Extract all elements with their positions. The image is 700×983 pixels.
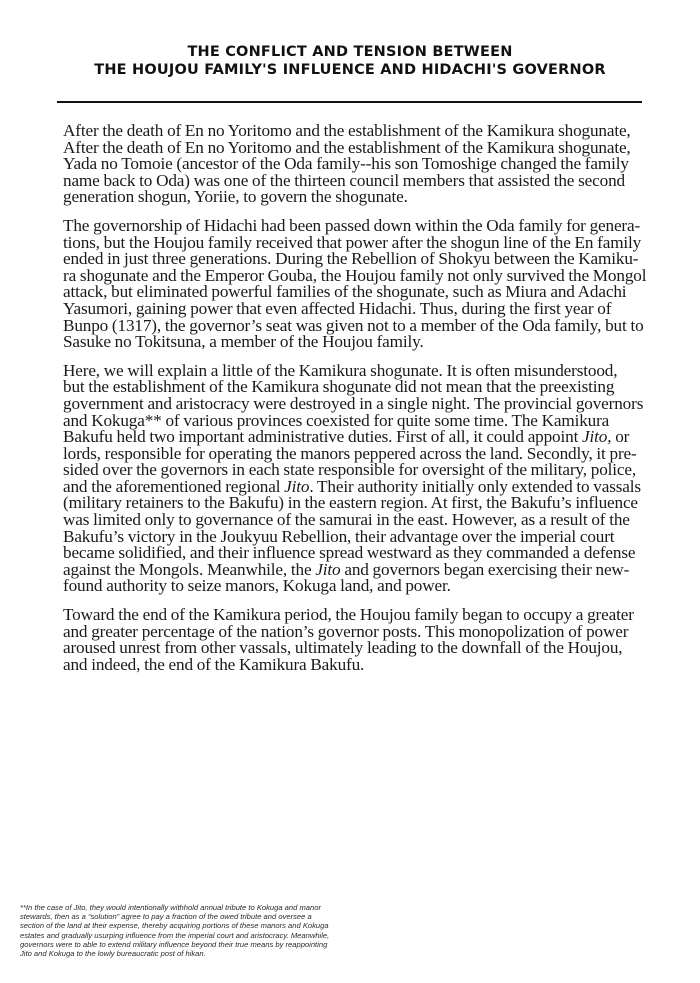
text-line: After the death of En no Yoritomo and the establishment of the Kamikura shogunate, [63, 121, 631, 140]
italic-term-jito: Jito [315, 559, 341, 579]
italic-term-jito: Jito [284, 476, 310, 496]
page-title [0, 43, 700, 79]
text-run: against the Mongols. Meanwhile, the [63, 559, 316, 579]
text-line: government and aristocracy were destroyed in a single night. The provincial governors [63, 393, 644, 413]
text-line: After the death of En no Yoritomo and the establishment of the Kamikura shogunate, [63, 137, 631, 157]
text-run: Bakufu held two important administrative duties. First of all, it could appoint [63, 427, 583, 447]
text-line: Bunpo (1317), the governor’s seat was given not to a member of the Oda family, but to [63, 315, 644, 335]
text-line: name back to Oda) was one of the thirteen council members that assisted the second [63, 170, 625, 190]
text-line: ra shogunate and the Emperor Gouba, the Houjou family not only survived the Mongol [63, 265, 647, 285]
text-run: and governors began exercising their new- [340, 559, 630, 579]
text-line: was limited only to governance of the samurai in the east. However, as a result of the [63, 510, 630, 530]
text-line: Yasumori, gaining power that even affected Hidachi. Thus, during the first year of [63, 298, 612, 318]
text-line: but the establishment of the Kamikura shogunate did not mean that the preexisting [63, 377, 615, 397]
title-line-2: THE HOUJOU FAMILY'S INFLUENCE AND HIDACHI'S GOVERNOR [94, 62, 606, 78]
footnote-line: Jito and Kokuga to the lowly bureaucratic post of hikan. [20, 949, 206, 959]
text-line: Sasuke no Tokitsuna, a member of the Houjou family. [63, 332, 424, 352]
paragraph-2 [63, 215, 653, 352]
text-line: ended in just three generations. During the Rebellion of Shokyu between the Kamiku- [63, 249, 639, 269]
text-line: and Kokuga** of various provinces coexisted for quite some time. The Kamikura [63, 410, 610, 430]
text-line: became solidified, and their influence spread westward as they commanded a defense [63, 543, 636, 563]
text-line: and greater percentage of the nation’s governor posts. This monopolization of power [63, 621, 629, 641]
footnote-line: **In the case of Jito, they would intentionally withhold annual tribute to Kokuga and manor [20, 903, 321, 912]
text-line: found authority to seize manors, Kokuga land, and power. [63, 576, 451, 596]
footnote-line: governors were to able to extend military influence beyond their true means by reappointing [20, 939, 328, 949]
text-line: The governorship of Hidachi had been passed down within the Oda family for genera- [63, 215, 641, 235]
article-body [63, 123, 653, 685]
paragraph-1 [63, 123, 653, 206]
title-line-1: THE CONFLICT AND TENSION BETWEEN [187, 44, 513, 60]
text-run: . Their authority initially only extended to vassals [309, 476, 641, 496]
title-divider [57, 101, 642, 103]
text-line: attack, but eliminated powerful families of the shogunate, such as Miura and Adachi [63, 282, 627, 302]
text-line: tions, but the Houjou family received that power after the shogun line of the En family [63, 232, 642, 252]
text-line: generation shogun, Yoriie, to govern the shogunate. [63, 187, 408, 207]
text-line: Bakufu’s victory in the Joukyuu Rebellion, their advantage over the imperial court [63, 526, 615, 546]
paragraph-3 [63, 360, 653, 596]
text-run: or [611, 427, 630, 447]
text-run: and the aforementioned regional [63, 476, 285, 496]
footnote-line: stewards, then as a “solution” agree to pay a fraction of the owed tribute and oversee a [20, 912, 312, 922]
text-line: aroused unrest from other vassals, ultimately leading to the downfall of the Houjou, [63, 638, 623, 658]
text-line: Yada no Tomoie (ancestor of the Oda family--his son Tomoshige changed the family [63, 154, 629, 174]
paragraph-4 [63, 607, 653, 673]
text-line: Toward the end of the Kamikura period, the Houjou family began to occupy a greater [63, 605, 634, 625]
text-line: (military retainers to the Bakufu) in the eastern region. At first, the Bakufu’s influence [63, 493, 638, 513]
text-line: and indeed, the end of the Kamikura Bakufu. [63, 654, 365, 674]
text-line: sided over the governors in each state responsible for oversight of the military, police, [63, 460, 636, 480]
italic-term-jito: Jito, [582, 427, 612, 447]
text-line: lords, responsible for operating the manors peppered across the land. Secondly, it pre- [63, 443, 637, 463]
footnote-line: estates and gradually usurping influence from the imperial court and aristocracy. Meanwhile, [20, 930, 330, 940]
footnote [20, 903, 350, 958]
footnote-line: section of the land at their expense, thereby acquiring portions of these manors and Kokuga [20, 921, 329, 931]
text-line: Here, we will explain a little of the Kamikura shogunate. It is often misunderstood, [63, 360, 618, 380]
